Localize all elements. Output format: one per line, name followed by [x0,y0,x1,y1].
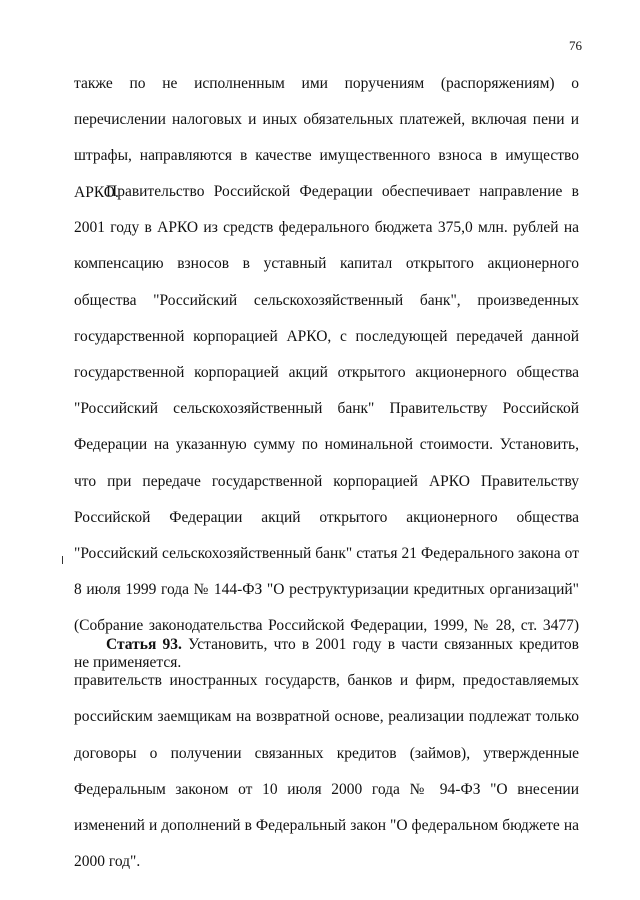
article-93-text: Установить, что в 2001 году в части связанных кредитов правительств иностранных государств, банков и фирм, предоставляемых российским заемщикам на возвратной основе, реализации подлежат только договоры о получении связанных кредитов (займов), утвержденные Федеральным законом от 10 июля 2000 года № 94-ФЗ "О внесении изменений и дополнений в Федеральный закон "О федеральном бюджете на 2000 год". [74,636,580,871]
article-93-heading: Статья 93. [106,636,182,653]
paragraph-2 [74,174,579,681]
page-number: 76 [569,38,582,53]
article-93-paragraph [74,627,579,880]
paragraph-1-text: также по не исполненным ими поручениям (распоряжениям) о перечислении налоговых и иных обязательных платежей, включая пени и штрафы, направляются в качестве имущественного взноса в имущество АРКО. [74,75,579,201]
margin-mark [62,556,63,564]
paragraph-2-text: Правительство Российской Федерации обеспечивает направление в 2001 году в АРКО из средств федерального бюджета 375,0 млн. рублей на компенсацию взносов в уставный капитал открытого акционерного общества "Российский сельскохозяйственный банк", произведенных государственной корпорацией АРКО, с последующей передачей данной государственной корпорацией акций открытого акционерного общества "Российский сельскохозяйственный банк" Правительству Российской Федерации на указанную сумму по номинальной стоимости. Установить, что при передаче государственной корпорацией АРКО Правительству Российской Федерации акций открытого акционерного общества "Российский сельскохозяйственный банк" статья 21 Федерального закона от 8 июля 1999 года № 144-ФЗ "О реструктуризации кредитных организаций" (Собрание законодательства Российской Федерации, 1999, № 28, ст. 3477) не применяется. [74,183,579,671]
